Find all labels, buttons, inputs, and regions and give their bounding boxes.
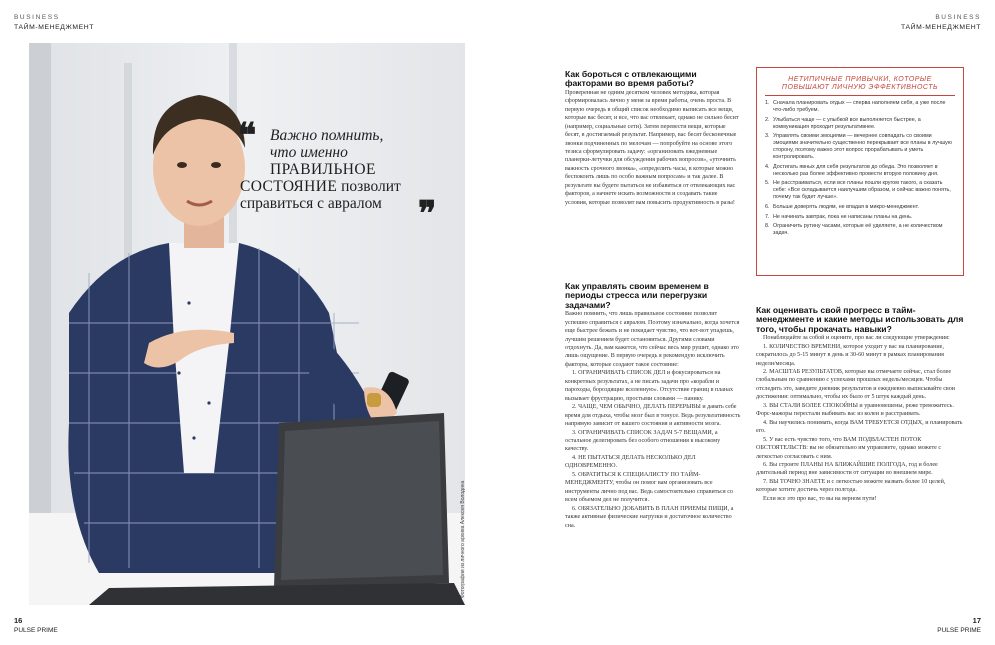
article-2-body	[565, 310, 741, 530]
article-2-paragraph: 3. ОГРАНИЧИВАТЬ СПИСОК ЗАДАЧ 5-7 ВЕЩАМИ, а остальное делегировать без особого отношения к высокому качеству.	[565, 429, 721, 453]
pull-quote-line-2: что именно	[270, 144, 348, 161]
pull-quote-line-4a: СОСТОЯНИЕ	[240, 178, 338, 195]
article-3-paragraph: 5. У вас есть чувство того, что ВАМ ПОДВЛАСТЕН ПОТОК ОБСТОЯТЕЛЬСТВ: вы не обязательно им управляете, однако можете с легкостью согласовать с ним.	[756, 436, 942, 460]
rubric-label-left: ТАЙМ-МЕНЕДЖМЕНТ	[14, 24, 95, 31]
article-1-paragraph: Проверенная не одним десятком человек методика, которая сформировалась лично у меня за время работы, очень проста. В первую очередь в общий список необходимо выписать все вещи, которые вас бесят, и все, что вас отвлекает, однако не сильно бесит (например, социальные сети). Затем перевести вещи, которые бесят, в достигаемый результат. Например, вас бесят бесконечные звонки подчиненных по мелочам — попробуйте на основе этого тезиса сформулировать задачу: «организовать ежедневные планерки-летучки для обсуждения рабочих вопросов», «уточнить важность срочного звонка», «определить часы, в которые можно беспокоить лишь по особо важным вопросам» и так далее. В результате вы будете пытаться не избавиться от отвлекающих вас факторов, а начнете искать возможности и создавать такие условия, которые позволят вам повысить продуктивность в разы!	[565, 89, 739, 206]
article-3	[756, 306, 964, 503]
article-2-paragraph: 4. НЕ ПЫТАТЬСЯ ДЕЛАТЬ НЕСКОЛЬКО ДЕЛ ОДНОВРЕМЕННО.	[565, 454, 696, 470]
habit-item: 1. Сначала планировать отдых — сперва наполняем себя, а уже после что-либо требуем.	[765, 100, 946, 113]
article-3-paragraph: Понаблюдайте за собой и оцените, про вас ли следующие утверждения:	[763, 335, 950, 342]
article-3-paragraph: 3. ВЫ СТАЛИ БОЛЕЕ СПОКОЙНЫ и уравновешены, реже тревожитесь. Форс-мажоры перестали выбивать вас из колеи и расстраивать.	[756, 402, 954, 418]
article-2	[565, 282, 741, 530]
footer-left: PULSE PRIME	[14, 627, 58, 634]
pull-quote-line-3: ПРАВИЛЬНОЕ	[270, 161, 376, 178]
habit-item: 3. Управлять своими эмоциями — вечернее совпадать со своими эмоциями значительно существенно перекрывает все планы в лучшую сторону, поэтому важно этот вопрос прорабатывать и уметь контролировать.	[765, 133, 952, 161]
habit-item: 2. Улыбаться чаще — с улыбкой все выполняется быстрее, а коммуникация проходит результативнее.	[765, 116, 921, 130]
article-3-paragraph: 1. КОЛИЧЕСТВО ВРЕМЕНИ, которое уходит у вас на планирование, сократилось до 5-15 минут в день и 30-60 минут в рамках планирования недели/месяца.	[756, 343, 944, 367]
page-number-right: 17	[972, 616, 981, 625]
article-2-heading: Как управлять своим временем в периоды стресса или перегрузки задачами?	[565, 281, 709, 310]
article-2-paragraph: 5. ОБРАТИТЬСЯ К СПЕЦИАЛИСТУ ПО ТАЙМ-МЕНЕДЖМЕНТУ, чтобы он помог вам организовать все инструменты лично под вас. Ведь самостоятельно справиться со всем объемом дел не получится.	[565, 471, 733, 504]
section-label-right: BUSINESS	[935, 14, 981, 21]
habits-sidebar-title: НЕТИПИЧНЫЕ ПРИВЫЧКИ, КОТОРЫЕ ПОВЫШАЮТ ЛИЧНУЮ ЭФФЕКТИВНОСТЬ	[781, 76, 939, 91]
photo-credit: Фотографии из личного архива Алексея Володина	[460, 480, 466, 598]
article-3-paragraph: 2. МАСШТАБ РЕЗУЛЬТАТОВ, которые вы отмечаете сейчас, стал более глобальным по сравнению с успехами прошлых недель/месяцев. Чтобы отследить это, заведите дневник результатов и ежедневно выписывайте свои достижения: оптимально, чтобы их было от 5 штук каждый день.	[756, 369, 956, 401]
habit-item: 8. Ограничить рутину часами, которые её уделяете, а не количеством задач.	[765, 223, 943, 237]
article-3-paragraph: 7. ВЫ ТОЧНО ЗНАЕТЕ и с легкостью можете назвать более 10 целей, которые хотите достичь через полгода.	[756, 478, 946, 494]
article-2-paragraph: 2. ЧАЩЕ, ЧЕМ ОБЫЧНО, ДЕЛАТЬ ПЕРЕРЫВЫ и давать себе время для отдыха, чтобы мозг был в тонусе. Ведь результативность напрямую зависит от вашего состояния и активности мозга.	[565, 404, 741, 428]
habits-sidebar-divider	[765, 95, 955, 96]
article-3-paragraph: Если все это про вас, то вы на верном пути!	[763, 495, 877, 502]
article-2-paragraph: Важно помнить, что лишь правильное состояние позволит успешно справиться с авралом. Поэтому изначально, когда хочется еще быстрее бежать и не покидает чувство, что вот-вот упадешь, лучшим решением будет остановиться. Другими словами отдохнуть. Да, вам кажется, что сейчас весь мир рушит, однако это лишь ощущение. В первую очередь я рекомендую исключить факторы, которые создают такое состояние:	[565, 311, 740, 368]
article-2-paragraph: 1. ОГРАНИЧИВАТЬ СПИСОК ДЕЛ и фокусироваться на конкретных результатах, а не писать задачи про «корабли и пароходы, бороздящие вселенную». Отсутствие границ в планах вызывает фрустрацию, простыми словами — панику.	[565, 370, 734, 402]
article-1-body	[565, 89, 741, 207]
article-1-heading: Как бороться с отвлекающими факторами во время работы?	[565, 69, 697, 89]
article-2-paragraph: 6. ОБЯЗАТЕЛЬНО ДОБАВИТЬ В ПЛАН ПРИЕМЫ ПИЩИ, а также активные физические нагрузки и достаточное количество сна.	[565, 505, 734, 529]
article-1	[565, 70, 741, 207]
article-3-body	[756, 334, 964, 503]
habit-item: 6. Больше доверять людям, не впадая в микро-менеджмент.	[765, 203, 920, 210]
habit-item: 5. Не расстраиваться, если все планы пошли кругом такого, а сказать себе: «Все складывается наилучшим образом, и сейчас важно понять, почему так будет лучше».	[765, 180, 951, 201]
article-3-paragraph: 4. Вы научились понимать, когда ВАМ ТРЕБУЕТСЯ ОТДЫХ, и планировать его.	[756, 419, 963, 435]
article-3-paragraph: 6. Вы строите ПЛАНЫ НА БЛИЖАЙШИЕ ПОЛГОДА, год и более длительный период вне зависимости от ситуации во внешнем мире.	[756, 462, 938, 477]
rubric-label-right: ТАЙМ-МЕНЕДЖМЕНТ	[900, 24, 981, 31]
article-3-heading: Как оценивать свой прогресс в тайм-менеджменте и какие методы использовать для того, чтобы прокачать навыки?	[756, 305, 964, 334]
footer-right: PULSE PRIME	[937, 627, 981, 634]
close-quote-icon: ❞	[418, 196, 437, 233]
open-quote-icon: ❝	[238, 118, 257, 155]
pull-quote-line-4b: позволит	[341, 178, 401, 195]
pull-quote-line-5: справиться с авралом	[240, 195, 382, 212]
pull-quote-line-1: Важно помнить,	[270, 127, 384, 144]
habits-sidebar-box	[756, 67, 964, 276]
habit-item: 7. Не начинать завтрак, пока не написаны планы на день.	[765, 213, 913, 220]
habit-item: 4. Достигать явных для себя результатов до обеда. Это позволяет в несколько раз более эффективно провести вторую половину дня.	[765, 163, 939, 177]
page-number-left: 16	[14, 616, 23, 625]
section-label-left: BUSINESS	[14, 14, 60, 21]
